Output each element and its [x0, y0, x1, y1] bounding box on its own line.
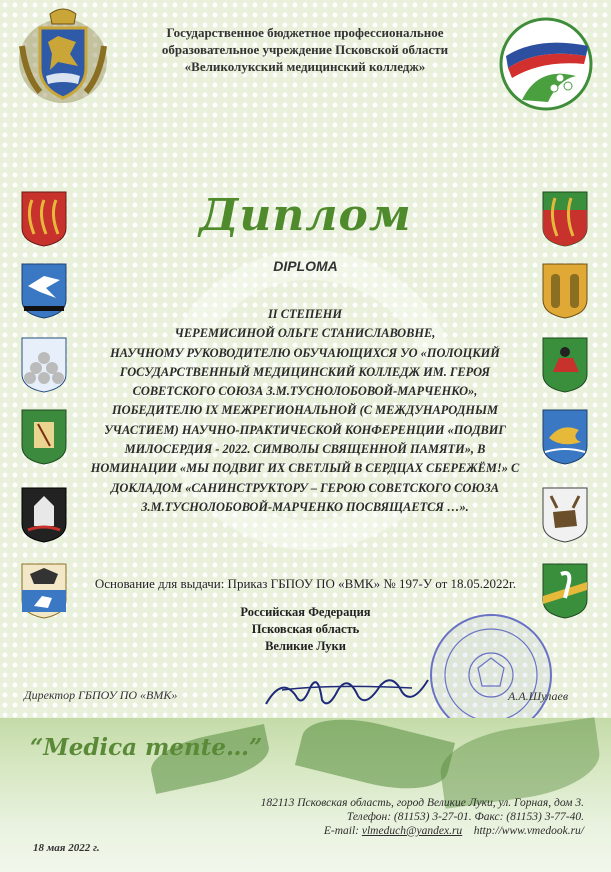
award-line: З.М.ТУСНОЛОБОВОЙ-МАРЧЕНКО ПОСВЯЩАЕТСЯ …».	[141, 499, 469, 514]
award-line: ПОБЕДИТЕЛЮ IX МЕЖРЕГИОНАЛЬНОЙ (С МЕЖДУНАРОДНЫМ	[112, 403, 498, 418]
issue-date: 18 мая 2022 г.	[33, 842, 100, 854]
location-line: Псковская область	[251, 622, 360, 636]
district-emblem-icon	[541, 408, 589, 466]
contact-info	[180, 796, 584, 838]
award-line: УЧАСТИЕМ) НАУЧНО-ПРАКТИЧЕСКОЙ КОНФЕРЕНЦИИ «ПОДВИГ	[104, 422, 506, 437]
award-line: ГОСУДАРСТВЕННЫЙ МЕДИЦИНСКИЙ КОЛЛЕДЖ ИМ. ГЕРОЯ	[119, 364, 491, 379]
diploma-subtitle: DIPLOMA	[273, 258, 338, 274]
issue-basis: Основание для выдачи: Приказ ГБПОУ ПО «ВМК» № 197-У от 18.05.2022г.	[94, 576, 517, 591]
location-line: Российская Федерация	[240, 605, 371, 619]
award-line: СОВЕТСКОГО СОЮЗА З.М.ТУСНОЛОБОВОЙ-МАРЧЕНКО»,	[132, 384, 478, 399]
award-line: МИЛОСЕРДИЯ - 2022. СИМВОЛЫ СВЯЩЕННОЙ ПАМЯТИ», В	[124, 442, 486, 457]
director-name: А.А.Шулаев	[508, 689, 569, 703]
email-link[interactable]: vlmeduch@yandex.ru	[361, 825, 463, 837]
motto: “Medica mente…”	[30, 734, 263, 761]
org-line: Государственное бюджетное профессиональное	[166, 25, 444, 40]
website-link[interactable]: http://www.vmedook.ru/	[473, 825, 584, 837]
district-emblem-icon	[541, 486, 589, 544]
diploma-title: Диплом	[199, 190, 412, 241]
director-title: Директор ГБПОУ ПО «ВМК»	[24, 688, 178, 702]
email-label: E-mail:	[323, 825, 359, 837]
award-line: II СТЕПЕНИ	[267, 307, 343, 321]
district-emblem-icon	[20, 486, 68, 544]
district-emblem-icon	[20, 336, 68, 394]
org-line: «Великолукский медицинский колледж»	[184, 59, 426, 74]
award-line: НАУЧНОМУ РУКОВОДИТЕЛЮ ОБУЧАЮЩИХСЯ УО «ПОЛОЦКИЙ	[110, 345, 500, 360]
district-emblem-icon	[20, 408, 68, 466]
college-logo-icon	[498, 16, 594, 112]
award-line: НОМИНАЦИИ «МЫ ПОДВИГ ИХ СВЕТЛЫЙ В СЕРДЦАХ СБЕРЕЖЁМ!» С	[90, 461, 520, 476]
award-text	[80, 305, 530, 517]
district-emblem-icon	[541, 336, 589, 394]
award-line: ДОКЛАДОМ «САНИНСТРУКТОРУ – ГЕРОЮ СОВЕТСКОГО СОЮЗА	[110, 480, 500, 495]
address: 182113 Псковская область, город Великие Луки, ул. Горная, дом 3.	[260, 797, 584, 809]
award-line: ЧЕРЕМИСИНОЙ ОЛЬГЕ СТАНИСЛАВОВНЕ,	[174, 326, 436, 341]
org-line: образовательное учреждение Псковской области	[161, 42, 449, 57]
organization-name	[120, 24, 490, 75]
signature-icon	[262, 666, 432, 716]
leaf-decoration	[295, 707, 455, 802]
location-line: Великие Луки	[265, 639, 346, 653]
pskov-coat-of-arms-icon	[18, 6, 108, 106]
phone-fax: Телефон: (81153) 3-27-01. Факс: (81153) 3-77-40.	[346, 811, 584, 823]
